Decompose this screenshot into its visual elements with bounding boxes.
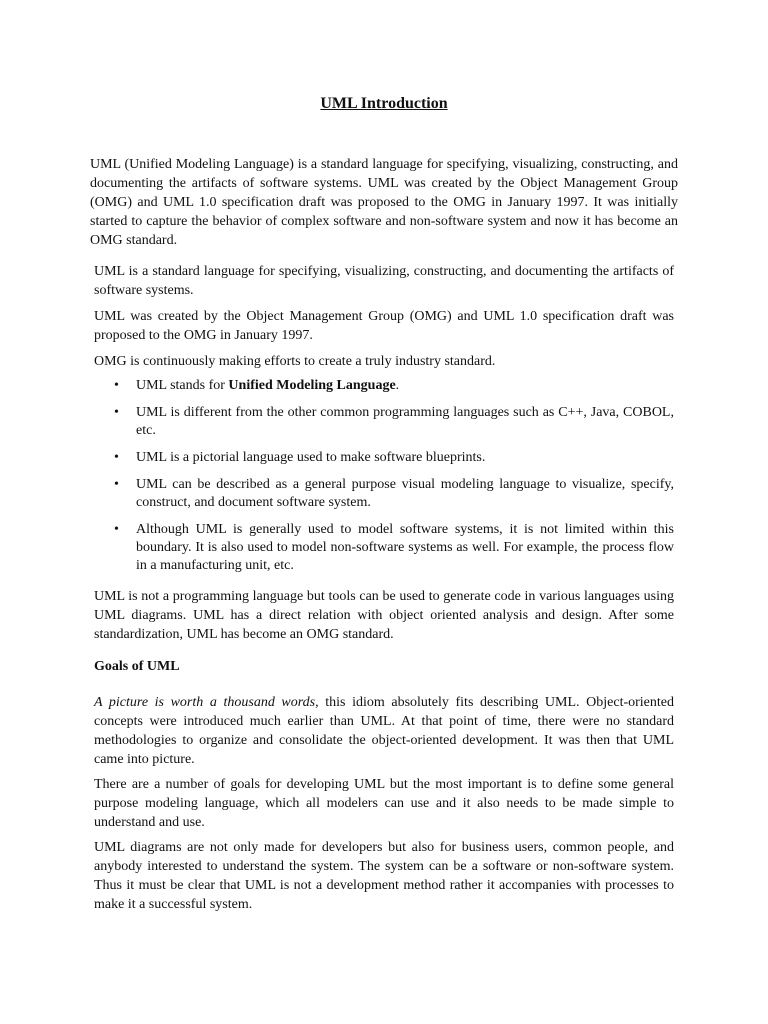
goals-paragraph-1 [94,693,674,769]
list-item: • UML is different from the other common programming languages such as C++, Java, COBOL, etc. [94,404,674,440]
list-item [94,377,674,395]
definition-paragraph: UML is a standard language for specifying, visualizing, constructing, and documenting the artifacts of software systems. [94,264,674,298]
creation-paragraph: UML was created by the Object Management Group (OMG) and UML 1.0 specification draft was proposed to the OMG in January 1997. [94,309,674,343]
bullet-text: UML stands for [136,378,229,393]
goals-paragraph-3: UML diagrams are not only made for developers but also for business users, common people, and anybody interested to understand the system. The system can be a software or non-software system. Thus it must be clear that UML is not a development method rather it accompanies with processes to make it a successful system. [94,840,674,912]
omg-paragraph: OMG is continuously making efforts to create a truly industry standard. [94,354,496,369]
bullet-bold-text: Unified Modeling Language [228,378,396,393]
goals-paragraph-1-text: , this idiom absolutely fits describing UML. Object-oriented concepts were introduced much earlier than UML. At that point of time, there were no standard methodologies to organize and consolidate the object-oriented development. It was then that UML came into picture. [94,695,674,767]
page-title: UML Introduction [320,95,448,112]
list-item: • Although UML is generally used to model software systems, it is not limited within this boundary. It is also used to model non-software systems as well. For example, the process flow in a manufacturing unit, etc. [94,521,674,575]
section-heading-goals: Goals of UML [94,659,180,674]
bullet-text: . [395,378,400,393]
list-item: • UML is a pictorial language used to make software blueprints. [94,449,674,467]
idiom-text: A picture is worth a thousand words [94,695,316,710]
uml-facts-list [94,377,674,584]
goals-paragraph-2: There are a number of goals for developing UML but the most important is to define some general purpose modeling language, which all modelers can use and it also needs to be made simple to understand and use. [94,777,674,830]
list-item: • UML can be described as a general purpose visual modeling language to visualize, specify, construct, and document software system. [94,476,674,512]
not-programming-language-paragraph: UML is not a programming language but tools can be used to generate code in various languages using UML diagrams. UML has a direct relation with object oriented analysis and design. After some standardization, UML has become an OMG standard. [94,589,674,642]
intro-paragraph: UML (Unified Modeling Language) is a standard language for specifying, visualizing, constructing, and documenting the artifacts of software systems. UML was created by the Object Management Group (OMG) and UML 1.0 specification draft was proposed to the OMG in January 1997. It was initially started to capture the behavior of complex software and non-software system and now it has become an OMG standard. [90,157,678,248]
